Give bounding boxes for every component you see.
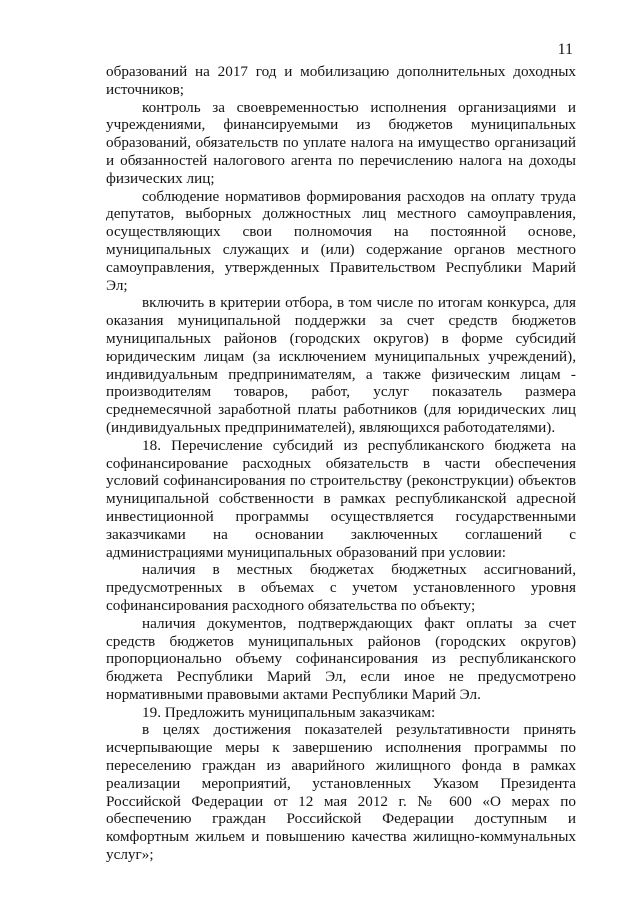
paragraph-item-19: 19. Предложить муниципальным заказчикам: xyxy=(142,703,436,721)
paragraph-resettlement-program: в целях достижения показателей результативности принять исчерпывающие меры к завершению исполнения программы по переселению граждан из аварийного жилищного фонда в рамках реализации мероприятий, установленных Указом Президента Российской Федерации от 12 мая 2012 г. № 600 «О мерах по обеспечению граждан Российской Федерации доступным и комфортным жильем и повышению качества жилищно-коммунальных услуг»; xyxy=(106,721,576,864)
paragraph-condition-payment-documents: наличия документов, подтверждающих факт оплаты за счет средств бюджетов муниципальных районов (городских округов) пропорционально объему софинансирования из республиканского бюджета Республики Марий Эл, если иное не предусмотрено нормативными правовыми актами Республики Марий Эл. xyxy=(106,614,576,703)
paragraph-payroll-norms: соблюдение нормативов формирования расходов на оплату труда депутатов, выборных должностных лиц местного самоуправления, осуществляющих свои полномочия на постоянной основе, муниципальных служащих и (или) содержание органов местного самоуправления, утвержденных Правительством Республики Марий Эл; xyxy=(106,187,576,294)
paragraph-control-obligations: контроль за своевременностью исполнения организациями и учреждениями, финансируемыми из бюджетов муниципальных образований, обязательств по уплате налога на имущество организаций и обязанностей налогового агента по перечислению налога на доходы физических лиц; xyxy=(106,98,576,187)
page-number: 11 xyxy=(557,41,573,58)
document-body xyxy=(106,63,576,864)
paragraph-selection-criteria: включить в критерии отбора, в том числе по итогам конкурса, для оказания муниципальной поддержки за счет средств бюджетов муниципальных районов (городских округов) в форме субсидий юридическим лицам (за исключением муниципальных учреждений), индивидуальным предпринимателям, а также физическим лицам - производителям товаров, работ, услуг показатель размера среднемесячной заработной платы работников (для юридических лиц (индивидуальных предпринимателей), являющихся работодателями). xyxy=(106,294,576,436)
paragraph-item-18: 18. Перечисление субсидий из республиканского бюджета на софинансирование расходных обязательств в части обеспечения условий софинансирования по строительству (реконструкции) объектов муниципальной собственности в рамках республиканской адресной инвестиционной программы осуществляется государственными заказчиками на основании заключенных соглашений с администрациями муниципальных образований при условии: xyxy=(106,436,576,561)
paragraph-condition-budget-allocations: наличия в местных бюджетах бюджетных ассигнований, предусмотренных в объемах с учетом установленного уровня софинансирования расходного обязательства по объекту; xyxy=(106,561,576,614)
paragraph-continuation: образований на 2017 год и мобилизацию дополнительных доходных источников; xyxy=(106,63,576,98)
